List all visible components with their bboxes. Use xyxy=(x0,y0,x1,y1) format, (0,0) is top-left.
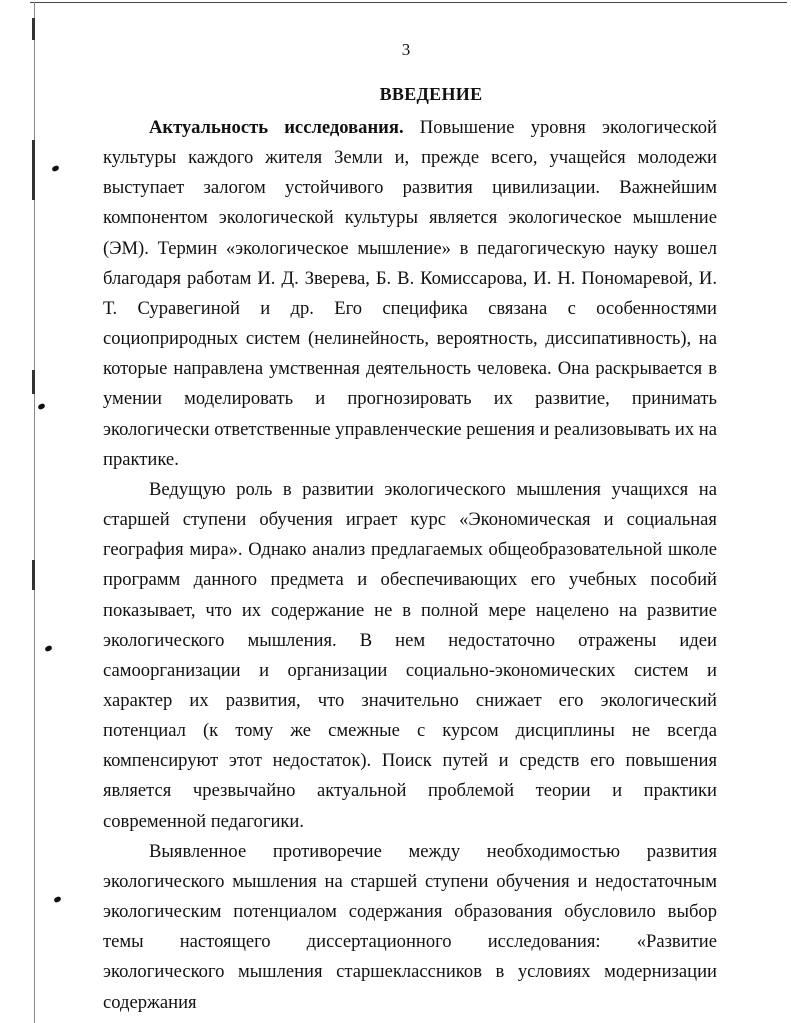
paragraph xyxy=(103,113,717,475)
margin-tick xyxy=(32,140,35,200)
scan-mark xyxy=(51,165,59,172)
margin-tick xyxy=(32,370,35,394)
top-border-line xyxy=(30,2,787,3)
section-heading: ВВЕДЕНИЕ xyxy=(379,84,483,104)
scan-mark xyxy=(53,896,61,903)
paragraph-lead: Актуальность исследования. xyxy=(149,117,404,138)
page-number: 3 xyxy=(401,40,411,59)
margin-tick xyxy=(32,560,35,590)
paragraph: Ведущую роль в развитии экологического мышления учащихся на старшей ступени обучения играет курс «Экономическая и социальная география мира». Однако анализ предлагаемых общеобразовательной школе программ данного предмета и обеспечивающих его учебных пособий показывает, что их содержание не в полной мере нацелено на развитие экологического мышления. В нем недостаточно отражены идеи самоорганизации и организации социально-экономических систем и характер их развития, что значительно снижает его экологический потенциал (к тому же смежные с курсом дисциплины не всегда компенсируют этот недостаток). Поиск путей и средств его повышения является чрезвычайно актуальной проблемой теории и практики современной педагогики. xyxy=(103,478,717,832)
body-text xyxy=(103,113,717,1018)
margin-tick xyxy=(32,18,35,40)
scan-mark xyxy=(37,403,45,410)
scan-mark xyxy=(44,645,52,652)
paragraph: Выявленное противоречие между необходимостью развития экологического мышления на старшей ступени обучения и недостаточным экологическим потенциалом содержания образования обусловило выбор темы настоящего диссертационного исследования: «Развитие экологического мышления старшеклассников в условиях модернизации содержания xyxy=(103,840,717,1013)
paragraph-text: Повышение уровня экологической культуры каждого жителя Земли и, прежде всего, учащейся молодежи выступает залогом устойчивого развития цивилизации. Важнейшим компонентом экологической культуры является экологическое мышление (ЭМ). Термин «экологическое мышление» в педагогическую науку вошел благодаря работам И. Д. Зверева, Б. В. Комиссарова, И. Н. Пономаревой, И. Т. Суравегиной и др. Его специфика связана с особенностями социоприродных систем (нелинейность, вероятность, диссипативность), на которые направлена умственная деятельность человека. Она раскрывается в умении моделировать и прогнозировать их развитие, принимать экологически ответственные управленческие решения и реализовывать их на практике. xyxy=(103,117,718,470)
